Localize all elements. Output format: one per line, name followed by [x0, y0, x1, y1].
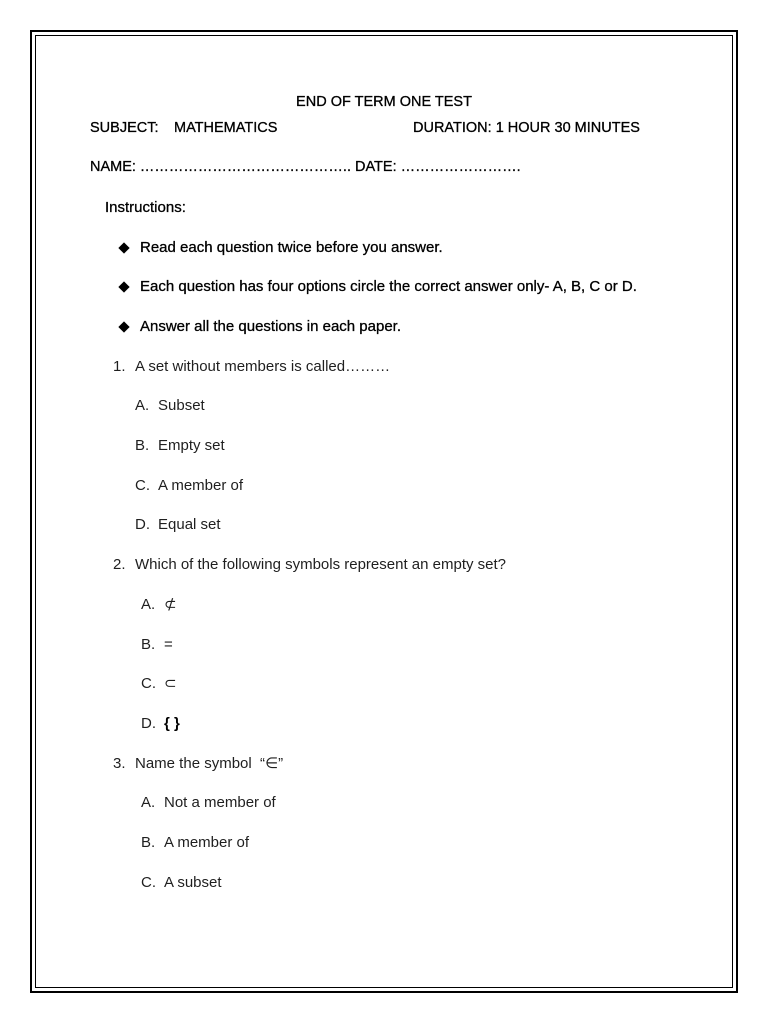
- date-label: DATE:: [354, 159, 397, 176]
- question-1-text: A set without members is called………: [135, 357, 391, 375]
- option-letter: D.: [135, 516, 150, 534]
- question-1-option-a: [0, 386, 768, 426]
- instruction-item: [0, 267, 768, 307]
- instruction-text: Answer all the questions in each paper.: [140, 318, 401, 336]
- question-1-option-b: [0, 426, 768, 466]
- instruction-text: Read each question twice before you answer.: [140, 238, 443, 256]
- question-2-option-a: [0, 585, 768, 625]
- option-letter: B.: [135, 437, 150, 455]
- option-text: A member of: [164, 833, 250, 851]
- option-letter: A.: [141, 794, 156, 812]
- empty-set-braces-symbol: { }: [164, 714, 180, 732]
- option-text: A member of: [158, 476, 244, 494]
- diamond-bullet-icon: [118, 242, 129, 253]
- subject-value: MATHEMATICS: [174, 120, 278, 136]
- option-letter: B.: [141, 635, 156, 653]
- option-text: Empty set: [158, 437, 225, 455]
- subject-duration-row: [0, 118, 768, 138]
- option-letter: C.: [135, 476, 150, 494]
- question-2-option-d: [0, 704, 768, 744]
- option-text: Subset: [158, 397, 205, 415]
- option-letter: A.: [135, 397, 150, 415]
- question-2-number: 2.: [113, 556, 126, 574]
- option-letter: A.: [141, 595, 156, 613]
- instruction-text: Each question has four options circle the correct answer only- A, B, C or D.: [140, 278, 637, 296]
- subset-symbol: ⊂: [164, 675, 177, 693]
- duration-label: DURATION: 1 HOUR 30 MINUTES: [413, 120, 640, 136]
- not-subset-symbol: ⊄: [164, 595, 177, 613]
- option-text: A subset: [164, 873, 222, 891]
- question-2-option-c: [0, 664, 768, 704]
- option-text: Equal set: [158, 516, 221, 534]
- question-1-number: 1.: [113, 357, 126, 375]
- instruction-item: [0, 307, 768, 347]
- question-3-option-a: [0, 783, 768, 823]
- question-2: [0, 545, 768, 585]
- question-3-number: 3.: [113, 754, 126, 772]
- date-blank: …………………….: [400, 159, 521, 176]
- question-1-option-d: [0, 505, 768, 545]
- name-blank: ……………………………………..: [139, 159, 351, 176]
- option-letter: C.: [141, 675, 156, 693]
- instructions-heading-row: [0, 188, 768, 228]
- question-1-option-c: [0, 466, 768, 506]
- instruction-item: [0, 228, 768, 268]
- option-text: Not a member of: [164, 794, 276, 812]
- question-1: [0, 347, 768, 387]
- question-3-option-b: [0, 823, 768, 863]
- name-label: NAME:: [90, 159, 136, 176]
- subject-label: SUBJECT:: [90, 120, 159, 136]
- instructions-heading: Instructions:: [105, 198, 186, 216]
- name-date-row: [0, 148, 768, 188]
- question-2-text: Which of the following symbols represent an empty set?: [135, 556, 507, 574]
- name-date-line: [90, 148, 521, 188]
- question-3-text: Name the symbol “∈”: [135, 754, 284, 772]
- test-body: [0, 148, 768, 902]
- option-letter: B.: [141, 833, 156, 851]
- test-title: END OF TERM ONE TEST: [296, 94, 472, 110]
- diamond-bullet-icon: [118, 321, 129, 332]
- option-letter: C.: [141, 873, 156, 891]
- question-3: [0, 744, 768, 784]
- equals-symbol: =: [164, 635, 173, 653]
- question-2-option-b: [0, 625, 768, 665]
- option-letter: D.: [141, 714, 156, 732]
- diamond-bullet-icon: [118, 282, 129, 293]
- question-3-option-c: [0, 863, 768, 903]
